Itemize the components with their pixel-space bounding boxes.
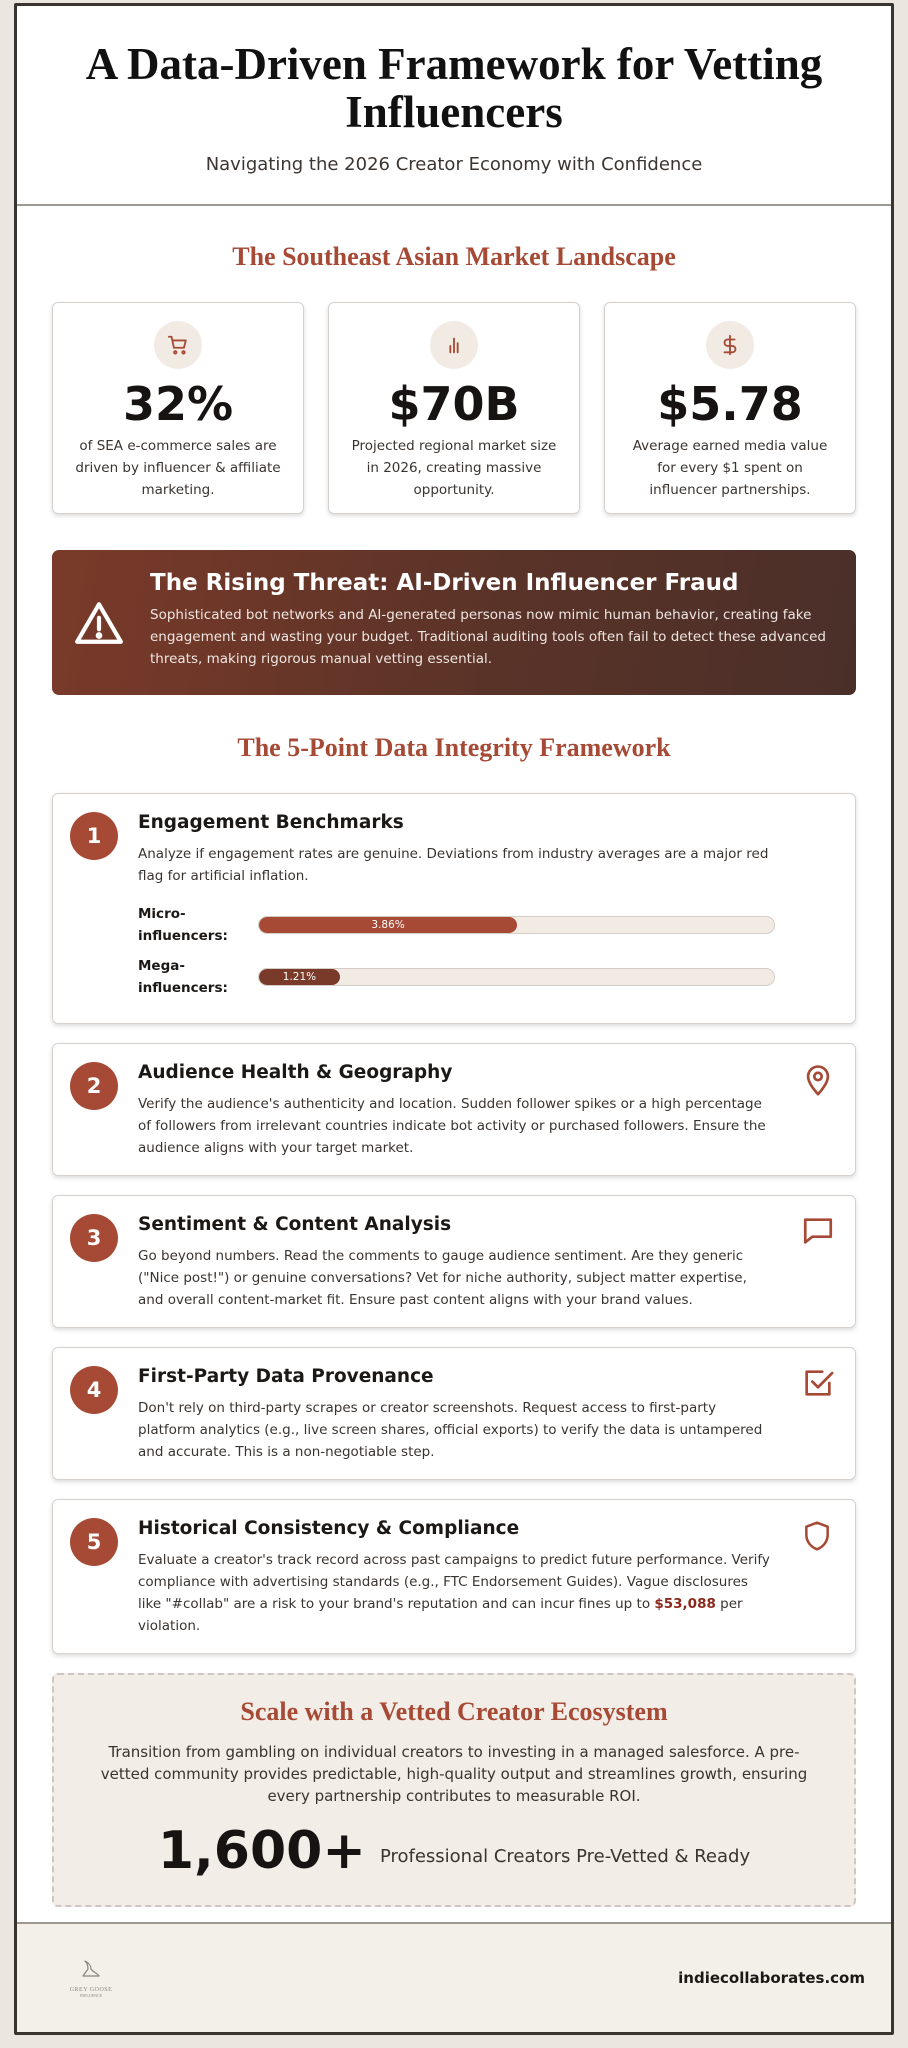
step-body-text: per violation. bbox=[138, 1596, 743, 1634]
stat-card-emv bbox=[604, 302, 856, 514]
framework-steps bbox=[17, 793, 891, 1654]
step-title: Audience Health & Geography bbox=[138, 1062, 453, 1083]
step-title: Engagement Benchmarks bbox=[138, 812, 404, 833]
ecosystem-stat bbox=[54, 1821, 854, 1881]
shield-icon bbox=[801, 1518, 837, 1554]
step-number-badge: 5 bbox=[70, 1518, 118, 1566]
header bbox=[17, 6, 891, 206]
goose-icon bbox=[79, 1959, 103, 1981]
stat-description: Average earned media value for every $1 spent on influencer partnerships. bbox=[632, 438, 828, 498]
threat-body: Sophisticated bot networks and AI-generated personas now mimic human behavior, creating fake engagement and wasting your budget. Traditional auditing tools often fail to detect these advanced threats, making rigorous manual vetting essential. bbox=[150, 607, 826, 667]
bar-track bbox=[258, 916, 775, 934]
stat-card-market-size bbox=[328, 302, 580, 514]
step-body: Verify the audience's authenticity and location. Sudden follower spikes or a high percentage of followers from irrelevant countries indicate bot activity or purchased followers. Ensure the audience aligns with your target market. bbox=[138, 1096, 766, 1156]
stat-value: 32% bbox=[122, 377, 234, 431]
logo-text: GREY GOOSE bbox=[69, 1986, 113, 1993]
bar-row-mega bbox=[138, 955, 775, 999]
stat-description: of SEA e-commerce sales are driven by influencer & affiliate marketing. bbox=[75, 438, 281, 498]
bar-fill: 1.21% bbox=[259, 969, 340, 985]
ecosystem-panel bbox=[52, 1673, 856, 1907]
bar-row-micro bbox=[138, 903, 775, 947]
step-number-badge: 1 bbox=[70, 812, 118, 860]
stat-value: $5.78 bbox=[657, 377, 803, 431]
creator-count: 1,600+ bbox=[157, 1821, 366, 1881]
framework-step-5 bbox=[52, 1499, 856, 1654]
chat-bubble-icon bbox=[801, 1214, 837, 1250]
infographic-page bbox=[14, 3, 894, 2035]
stats-row bbox=[17, 302, 891, 514]
step-body bbox=[138, 1549, 775, 1637]
threat-text bbox=[150, 570, 838, 695]
step-body: Go beyond numbers. Read the comments to gauge audience sentiment. Are they generic ("Nice post!") or genuine conversations? Vet for niche authority, subject matter expertise, and overall content-market fit. Ensure past content aligns with your brand values. bbox=[138, 1248, 747, 1308]
framework-step-1 bbox=[52, 793, 856, 1024]
step-title: Sentiment & Content Analysis bbox=[138, 1214, 452, 1235]
step-title: Historical Consistency & Compliance bbox=[138, 1518, 520, 1539]
ecosystem-title: Scale with a Vetted Creator Ecosystem bbox=[240, 1697, 668, 1726]
step-body-text: Evaluate a creator's track record across past campaigns to predict future performance. Verify compliance with advertising standards (e.g., FTC Endorsement Guides). Vague disclosures like "#collab" are a risk to your brand's reputation and can incur fines up to bbox=[138, 1552, 770, 1612]
warning-triangle-icon bbox=[74, 570, 126, 695]
stat-value: $70B bbox=[388, 377, 520, 431]
stat-description: Projected regional market size in 2026, creating massive opportunity. bbox=[351, 438, 557, 498]
bar-label: Micro-influencers: bbox=[138, 906, 228, 944]
threat-banner bbox=[52, 550, 856, 695]
page-title: A Data-Driven Framework for Vetting Influencers bbox=[85, 39, 823, 137]
framework-step-3 bbox=[52, 1195, 856, 1328]
bar-track bbox=[258, 968, 775, 986]
engagement-bars bbox=[138, 903, 775, 999]
brand-logo bbox=[65, 1959, 117, 1998]
step-title: First-Party Data Provenance bbox=[138, 1366, 434, 1387]
checkbox-icon bbox=[801, 1366, 837, 1402]
market-section-title: The Southeast Asian Market Landscape bbox=[232, 242, 676, 271]
step-body: Don't rely on third-party scrapes or creator screenshots. Request access to first-party platform analytics (e.g., live screen shares, official exports) to verify the data is untampered and accurate. This is a non-negotiable step. bbox=[138, 1400, 763, 1460]
step-body: Analyze if engagement rates are genuine. Deviations from industry averages are a major red flag for artificial inflation. bbox=[138, 846, 769, 884]
step-number-badge: 4 bbox=[70, 1366, 118, 1414]
bar-fill: 3.86% bbox=[259, 917, 517, 933]
dollar-icon bbox=[706, 321, 754, 369]
footer-url[interactable]: indiecollaborates.com bbox=[678, 1969, 865, 1987]
shopping-cart-icon bbox=[154, 321, 202, 369]
stat-card-sales bbox=[52, 302, 304, 514]
fine-amount: $53,088 bbox=[654, 1596, 716, 1612]
framework-section-title: The 5-Point Data Integrity Framework bbox=[237, 733, 671, 762]
threat-title: The Rising Threat: AI-Driven Influencer Fraud bbox=[150, 570, 739, 596]
bar-label: Mega-influencers: bbox=[138, 958, 228, 996]
footer bbox=[17, 1922, 891, 2032]
step-number-badge: 3 bbox=[70, 1214, 118, 1262]
framework-step-2 bbox=[52, 1043, 856, 1176]
page-subtitle: Navigating the 2026 Creator Economy with Confidence bbox=[205, 154, 703, 175]
bar-chart-icon bbox=[430, 321, 478, 369]
location-pin-icon bbox=[801, 1062, 837, 1098]
framework-step-4 bbox=[52, 1347, 856, 1480]
ecosystem-body: Transition from gambling on individual creators to investing in a managed salesforce. A pre-vetted community provides predictable, high-quality output and streamlines growth, ensuring every partnership contributes to measurable ROI. bbox=[100, 1743, 808, 1805]
logo-subtext: INFLUENCE bbox=[79, 1992, 103, 1998]
creator-count-label: Professional Creators Pre-Vetted & Ready bbox=[379, 1845, 751, 1867]
step-number-badge: 2 bbox=[70, 1062, 118, 1110]
